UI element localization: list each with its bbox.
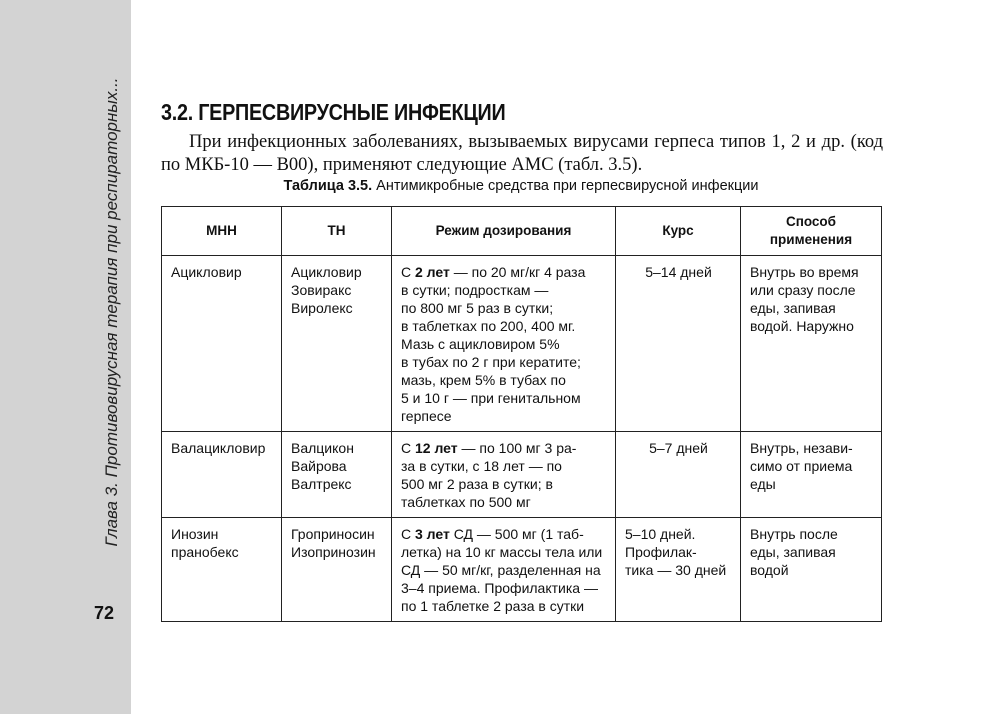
cell-course xyxy=(616,432,741,518)
cell-dosing xyxy=(392,256,616,432)
cell-method-line: еды, запивая xyxy=(750,300,836,316)
cell-tn xyxy=(282,256,392,432)
dose-text: в тубах по 2 г при кератите; xyxy=(401,354,581,370)
header-method: Способ применения xyxy=(741,207,882,256)
cell-dosing-line xyxy=(401,543,607,561)
dose-text: летка) на 10 кг массы тела или xyxy=(401,544,603,560)
cell-tn xyxy=(282,432,392,518)
dose-text: Мазь с ацикловиром 5% xyxy=(401,336,560,352)
table-caption xyxy=(161,178,881,194)
cell-method xyxy=(741,432,882,518)
cell-method-line: Внутрь после xyxy=(750,526,838,542)
header-course: Курс xyxy=(616,207,741,256)
header-mnn: МНН xyxy=(162,207,282,256)
header-tn: ТН xyxy=(282,207,392,256)
dose-text: 500 мг 2 раза в сутки; в xyxy=(401,476,553,492)
cell-mnn-line: пранобекс xyxy=(171,544,239,560)
cell-course-line: Профилак- xyxy=(625,544,697,560)
dose-text: 3–4 приема. Профилактика — xyxy=(401,580,598,596)
cell-course xyxy=(616,256,741,432)
sidebar-strip xyxy=(0,0,131,714)
dose-text: по 1 таблетке 2 раза в сутки xyxy=(401,598,585,614)
cell-dosing-line xyxy=(401,353,607,371)
cell-dosing-line xyxy=(401,281,607,299)
cell-method-line: водой. Наружно xyxy=(750,318,854,334)
dose-age: 12 лет xyxy=(415,440,458,456)
cell-dosing-line xyxy=(401,493,607,511)
cell-mnn xyxy=(162,432,282,518)
intro-paragraph: При инфекционных заболеваниях, вызываемых вирусами герпеса типов 1, 2 и др. (код по МКБ-10 — В00), применяют следующие АМС (табл. 3.5). xyxy=(161,132,883,175)
cell-tn xyxy=(282,518,392,622)
dose-age: 2 лет xyxy=(415,264,450,280)
cell-dosing-line xyxy=(401,561,607,579)
cell-dosing-line xyxy=(401,439,607,457)
cell-dosing-line xyxy=(401,525,607,543)
cell-course-line: 5–10 дней. xyxy=(625,526,696,542)
table-row xyxy=(162,256,882,432)
cell-method-line: водой xyxy=(750,562,789,578)
table-caption-label: Таблица 3.5. xyxy=(283,178,373,194)
cell-dosing-line xyxy=(401,389,607,407)
dose-text: по 800 мг 5 раз в сутки; xyxy=(401,300,554,316)
page-number: 72 xyxy=(94,603,115,623)
dose-text: герпесе xyxy=(401,408,452,424)
cell-tn-line: Изопринозин xyxy=(291,544,376,560)
dose-age: 3 лет xyxy=(415,526,450,542)
cell-dosing-line xyxy=(401,263,607,281)
cell-dosing-line xyxy=(401,457,607,475)
cell-course-line: тика — 30 дней xyxy=(625,562,727,578)
cell-tn-line: Виролекс xyxy=(291,300,353,316)
dose-prefix: С xyxy=(401,440,415,456)
table-body xyxy=(162,256,882,622)
chapter-title: Глава 3. Противовирусная терапия при респираторных... xyxy=(102,77,121,547)
cell-dosing-line xyxy=(401,597,607,615)
dose-text: СД — 500 мг (1 таб- xyxy=(449,526,584,542)
dose-text: — по 20 мг/кг 4 раза xyxy=(449,264,586,280)
dose-text: мазь, крем 5% в тубах по xyxy=(401,372,566,388)
dose-text: таблетках по 500 мг xyxy=(401,494,531,510)
dose-text: — по 100 мг 3 ра- xyxy=(457,440,577,456)
table-caption-text: Антимикробные средства при герпесвирусной инфекции xyxy=(372,178,759,194)
cell-tn-line: Валцикон xyxy=(291,440,354,456)
cell-method-line: Внутрь во время xyxy=(750,264,859,280)
cell-mnn xyxy=(162,518,282,622)
cell-mnn-line: Валацикловир xyxy=(171,440,266,456)
cell-tn-line: Зовиракс xyxy=(291,282,352,298)
cell-tn-line: Вайрова xyxy=(291,458,347,474)
cell-tn-line: Валтрекс xyxy=(291,476,352,492)
cell-course-line: 5–7 дней xyxy=(649,440,708,456)
cell-dosing-line xyxy=(401,371,607,389)
dose-text: 5 и 10 г — при генитальном xyxy=(401,390,581,406)
cell-method xyxy=(741,518,882,622)
cell-dosing-line xyxy=(401,407,607,425)
cell-mnn-line: Инозин xyxy=(171,526,219,542)
cell-tn-line: Ацикловир xyxy=(291,264,362,280)
cell-method-line: еды xyxy=(750,476,776,492)
cell-dosing-line xyxy=(401,579,607,597)
cell-tn-line: Гроприносин xyxy=(291,526,375,542)
header-dosing: Режим дозирования xyxy=(392,207,616,256)
cell-course xyxy=(616,518,741,622)
cell-dosing-line xyxy=(401,475,607,493)
cell-dosing xyxy=(392,518,616,622)
dose-prefix: С xyxy=(401,526,415,542)
cell-method-line: симо от приема xyxy=(750,458,853,474)
cell-dosing xyxy=(392,432,616,518)
dose-prefix: С xyxy=(401,264,415,280)
cell-dosing-line xyxy=(401,335,607,353)
cell-course-line: 5–14 дней xyxy=(645,264,712,280)
cell-dosing-line xyxy=(401,317,607,335)
cell-mnn xyxy=(162,256,282,432)
cell-method-line: или сразу после xyxy=(750,282,856,298)
cell-dosing-line xyxy=(401,299,607,317)
section-heading: 3.2. ГЕРПЕСВИРУСНЫЕ ИНФЕКЦИИ xyxy=(161,99,506,125)
cell-method-line: Внутрь, незави- xyxy=(750,440,853,456)
dose-text: СД — 50 мг/кг, разделенная на xyxy=(401,562,601,578)
cell-method-line: еды, запивая xyxy=(750,544,836,560)
cell-method xyxy=(741,256,882,432)
dose-text: в таблетках по 200, 400 мг. xyxy=(401,318,576,334)
table-header-row xyxy=(162,207,882,256)
table-row xyxy=(162,432,882,518)
dose-text: в сутки; подросткам — xyxy=(401,282,549,298)
dose-text: за в сутки, с 18 лет — по xyxy=(401,458,562,474)
cell-mnn-line: Ацикловир xyxy=(171,264,242,280)
table-row xyxy=(162,518,882,622)
drug-table xyxy=(161,206,882,622)
